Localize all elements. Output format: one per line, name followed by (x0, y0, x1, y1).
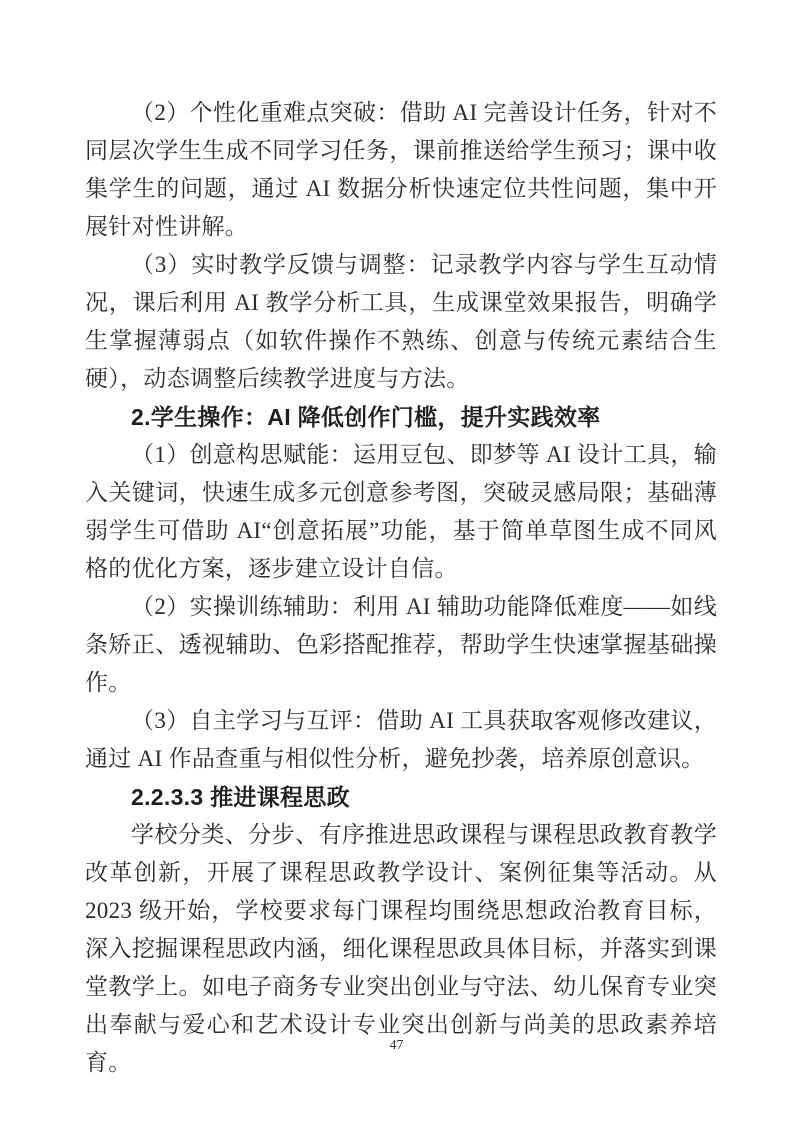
page-number: 47 (389, 1038, 404, 1053)
paragraph: （3）自主学习与互评：借助 AI 工具获取客观修改建议，通过 AI 作品查重与相似性分析，避免抄袭，培养原创意识。 (85, 708, 717, 771)
section-heading: 2.2.3.3 推进课程思政 (131, 784, 350, 810)
paragraph: （2）个性化重难点突破：借助 AI 完善设计任务，针对不同层次学生生成不同学习任务，课前推送给学生预习；课中收集学生的问题，通过 AI 数据分析快速定位共性问题，集中开展针对性讲解。 (85, 100, 717, 239)
paragraph: 学校分类、分步、有序推进思政课程与课程思政教育教学改革创新，开展了课程思政教学设计、案例征集等活动。从 2023 级开始，学校要求每门课程均围绕思想政治教育目标，深入挖掘课程思政内涵，细化课程思政具体目标，并落实到课堂教学上。如电子商务专业突出创业与守法、幼儿保育专业突出奉献与爱心和艺术设计专业突出创新与尚美的思政素养培育。 (85, 822, 717, 1075)
document-body (85, 94, 717, 1082)
paragraph: （2）实操训练辅助：利用 AI 辅助功能降低难度——如线条矫正、透视辅助、色彩搭配推荐，帮助学生快速掌握基础操作。 (85, 594, 717, 695)
paragraph: （1）创意构思赋能：运用豆包、即梦等 AI 设计工具，输入关键词，快速生成多元创意参考图，突破灵感局限；基础薄弱学生可借助 AI“创意拓展”功能，基于简单草图生成不同风格的优化方案，逐步建立设计自信。 (85, 442, 717, 581)
paragraph: （3）实时教学反馈与调整：记录教学内容与学生互动情况，课后利用 AI 教学分析工具，生成课堂效果报告，明确学生掌握薄弱点（如软件操作不熟练、创意与传统元素结合生硬），动态调整后续教学进度与方法。 (85, 252, 717, 391)
section-heading: 2.学生操作：AI 降低创作门槛，提升实践效率 (131, 404, 601, 430)
